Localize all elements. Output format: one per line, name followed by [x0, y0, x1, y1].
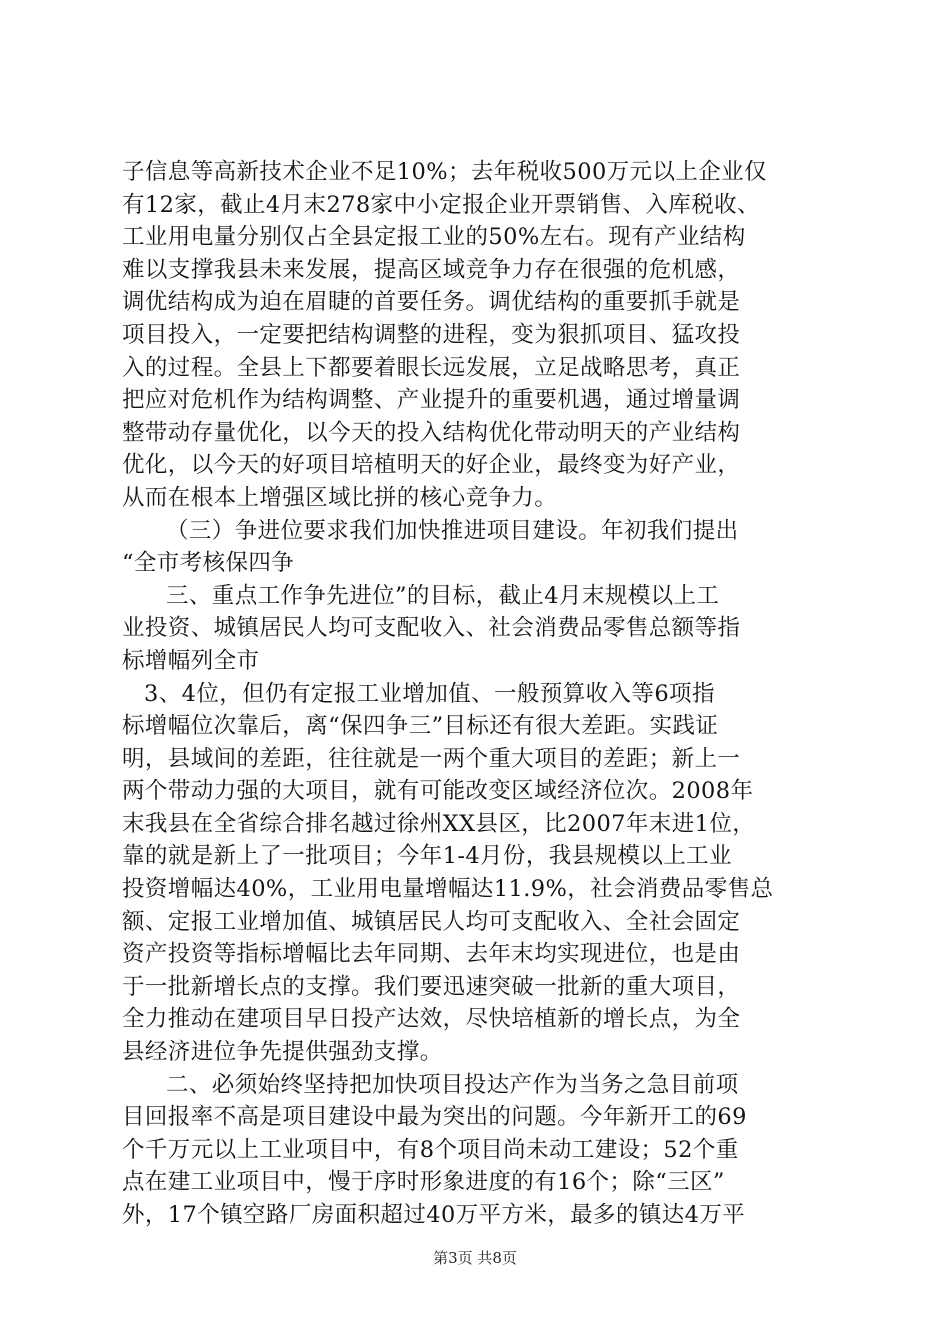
text-line: 资产投资等指标增幅比去年同期、去年末均实现进位，也是由	[122, 941, 741, 968]
page-footer: 第3页 共8页	[433, 1249, 517, 1267]
text-line: 外，17个镇空路厂房面积超过40万平方米，最多的镇达4万平	[122, 1202, 746, 1228]
text-line: 于一批新增长点的支撑。我们要迅速突破一批新的重大项目，	[122, 973, 741, 1000]
text-line: 入的过程。全县上下都要着眼长远发展，立足战略思考，真正	[122, 354, 741, 381]
text-line: 整带动存量优化，以今天的投入结构优化带动明天的产业结构	[122, 419, 741, 446]
text-line: 调优结构成为迫在眉睫的首要任务。调优结构的重要抓手就是	[122, 289, 741, 316]
text-line: 优化，以今天的好项目培植明天的好企业，最终变为好产业，	[122, 452, 741, 479]
text-line: 标增幅位次靠后，离“保四争三”目标还有很大差距。实践证	[122, 713, 719, 740]
text-line: 从而在根本上增强区域比拼的核心竞争力。	[122, 484, 558, 511]
text-line: 难以支撑我县未来发展，提高区域竞争力存在很强的危机感，	[122, 256, 741, 283]
text-line: （三）争进位要求我们加快推进项目建设。年初我们提出	[166, 517, 739, 544]
text-line: 点在建工业项目中，慢于序时形象进度的有16个；除“三区”	[122, 1169, 725, 1196]
text-line: 把应对危机作为结构调整、产业提升的重要机遇，通过增量调	[122, 387, 741, 414]
text-line: 三、重点工作争先进位”的目标，截止4月末规模以上工	[166, 582, 720, 609]
text-line: 两个带动力强的大项目，就有可能改变区域经济位次。2008年	[122, 778, 754, 805]
text-line: 二、必须始终坚持把加快项目投达产作为当务之急目前项	[166, 1071, 739, 1098]
text-line: 标增幅列全市	[122, 647, 260, 674]
text-line: 个千万元以上工业项目中，有8个项目尚未动工建设；52个重	[122, 1136, 739, 1163]
text-line: 额、定报工业增加值、城镇居民人均可支配收入、全社会固定	[122, 908, 741, 935]
text-line: 末我县在全省综合排名越过徐州XX县区，比2007年末进1位，	[122, 810, 756, 837]
text-line: 目回报率不高是项目建设中最为突出的问题。今年新开工的69	[122, 1104, 747, 1131]
text-line: 项目投入，一定要把结构调整的进程，变为狠抓项目、猛攻投	[122, 321, 741, 348]
text-line: 工业用电量分别仅占全县定报工业的50%左右。现有产业结构	[122, 224, 746, 251]
text-line: 县经济进位争先提供强劲支撑。	[122, 1039, 443, 1066]
text-line: 投资增幅达40%，工业用电量增幅达11.9%，社会消费品零售总	[122, 876, 774, 903]
text-line: “全市考核保四争	[122, 550, 295, 577]
text-line: 全力推动在建项目早日投产达效，尽快培植新的增长点，为全	[122, 1006, 741, 1033]
text-line: 子信息等高新技术企业不足10%；去年税收500万元以上企业仅	[122, 159, 767, 185]
document-body	[122, 156, 832, 1232]
text-line: 有12家，截止4月末278家中小定报企业开票销售、入库税收、	[122, 191, 760, 218]
text-line: 3、4位，但仍有定报工业增加值、一般预算收入等6项指	[144, 680, 715, 707]
text-line: 业投资、城镇居民人均可支配收入、社会消费品零售总额等指	[122, 615, 741, 642]
text-line: 明，县域间的差距，往往就是一两个重大项目的差距；新上一	[122, 745, 741, 772]
text-line: 靠的就是新上了一批项目；今年1-4月份，我县规模以上工业	[122, 843, 732, 870]
